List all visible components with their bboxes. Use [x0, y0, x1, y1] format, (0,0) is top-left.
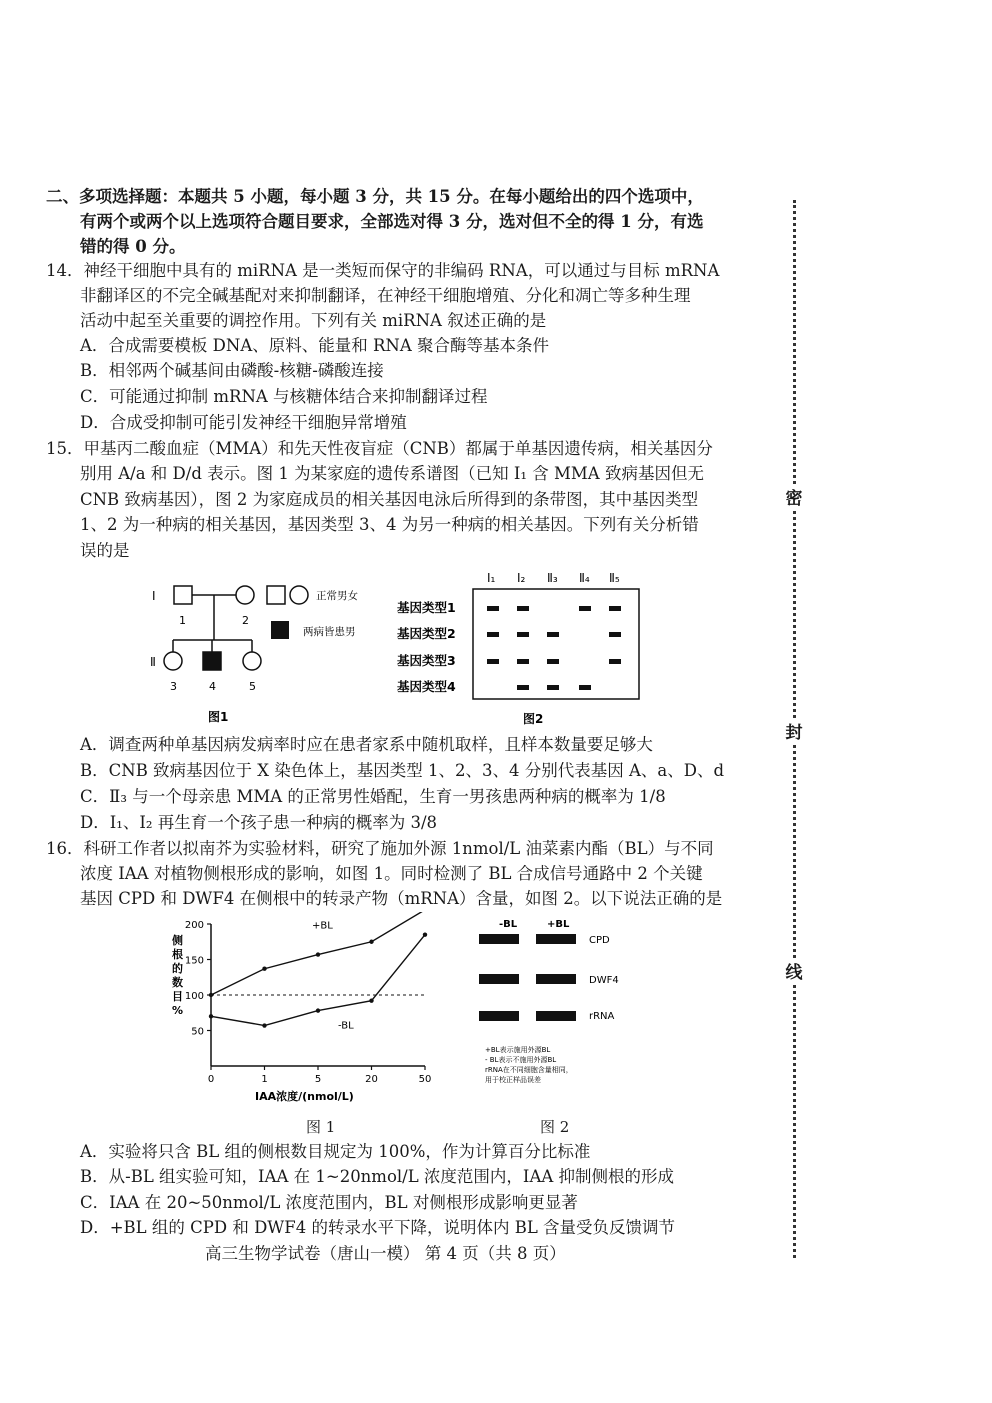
y-axis-label: 侧根的数目%: [172, 934, 184, 1017]
band-mark: [547, 632, 559, 637]
gel-row-dwf4: DWF4: [589, 975, 619, 986]
data-point: [209, 1014, 213, 1018]
pedigree-num-5: 5: [249, 680, 256, 693]
q15-stem-line3: CNB 致病基因），图 2 为家庭成员的相关基因电泳后所得到的条带图，其中基因类型: [80, 490, 699, 509]
band-mark: [547, 685, 559, 690]
gel-note-4: 用于校正样品误差: [485, 1076, 541, 1084]
series-label: -BL: [338, 1020, 354, 1032]
gel-band-figure: [470, 912, 670, 1092]
gel-row-rrna: rRNA: [589, 1011, 615, 1022]
legend-normal-label: 正常男女: [316, 590, 358, 602]
binding-char-mi: 密: [783, 484, 805, 509]
section-heading-line1: 二、多项选择题：本题共 5 小题，每小题 3 分，共 15 分。在每小题给出的四个选项中，: [46, 187, 704, 206]
fig15-1-caption: 图1: [208, 710, 229, 724]
binding-char-xian: 线: [783, 958, 805, 983]
gel-note-2: - BL表示不施用外源BL: [485, 1056, 557, 1064]
section-heading-line3: 错的得 0 分。: [80, 237, 186, 256]
q15-stem-line5: 误的是: [80, 541, 130, 560]
band-row-label: 基因类型1: [397, 600, 456, 615]
band-col-label: Ⅱ₅: [609, 571, 620, 585]
page-footer: 高三生物学试卷（唐山一模） 第 4 页（共 8 页）: [205, 1244, 566, 1263]
generation-i-label: Ⅰ: [152, 589, 156, 603]
x-axis-label: IAA浓度/(nmol/L): [255, 1090, 354, 1103]
binding-char-feng: 封: [783, 718, 805, 743]
pedigree-num-2: 2: [242, 614, 249, 627]
q16-stem-line3: 基因 CPD 和 DWF4 在侧根中的转录产物（mRNA）含量，如图 2。以下说法正确的是: [80, 889, 723, 908]
gel-band-cpd-minus: [479, 934, 519, 944]
band-col-label: Ⅰ₁: [487, 571, 496, 585]
band-mark: [609, 606, 621, 611]
gel-row-cpd: CPD: [589, 935, 610, 946]
electrophoresis-band-figure: [395, 565, 655, 730]
legend-normal-female: [290, 586, 308, 604]
q15-option-a: A．调查两种单基因病发病率时应在患者家系中随机取样，且样本数量要足够大: [80, 735, 653, 754]
q14-stem-line1: 14．神经干细胞中具有的 miRNA 是一类短而保守的非编码 RNA，可以通过与目标 mRNA: [46, 261, 720, 280]
band-mark: [517, 659, 529, 664]
data-point: [316, 952, 320, 956]
q16-stem-line2: 浓度 IAA 对植物侧根形成的影响，如图 1。同时检测了 BL 合成信号通路中 2 个关键: [80, 864, 703, 883]
q14-option-b: B．相邻两个碱基间由磷酸-核糖-磷酸连接: [80, 361, 384, 380]
x-tick-label: 5: [314, 1074, 322, 1085]
band-mark: [487, 632, 499, 637]
band-col-label: Ⅱ₃: [547, 571, 558, 585]
fig15-2-caption: 图2: [523, 712, 544, 726]
q15-option-c: C．Ⅱ₃ 与一个母亲患 MMA 的正常男性婚配，生育一男孩患两种病的概率为 1/8: [80, 787, 666, 806]
gel-col-minus-bl: -BL: [499, 919, 518, 930]
pedigree-ii3-female: [164, 652, 182, 670]
gel-band-dwf4-plus: [536, 974, 576, 984]
gel-band-rrna-minus: [479, 1011, 519, 1021]
pedigree-num-1: 1: [179, 614, 186, 627]
q15-stem-line1: 15．甲基丙二酸血症（MMA）和先天性夜盲症（CNB）都属于单基因遗传病，相关基因分: [46, 439, 713, 458]
band-mark: [609, 659, 621, 664]
y-tick-label: 100: [184, 991, 204, 1002]
band-frame: [473, 589, 639, 699]
legend-normal-male: [267, 586, 285, 604]
q15-option-d: D．Ⅰ₁、Ⅰ₂ 再生育一个孩子患一种病的概率为 3/8: [80, 813, 438, 832]
pedigree-i1-male: [174, 586, 192, 604]
q16-option-c: C．IAA 在 20~50nmol/L 浓度范围内，BL 对侧根形成影响更显著: [80, 1193, 578, 1212]
data-point: [209, 993, 213, 997]
band-mark: [579, 606, 591, 611]
data-point: [262, 967, 266, 971]
data-point: [369, 940, 373, 944]
band-mark: [487, 659, 499, 664]
q14-option-d: D．合成受抑制可能引发神经干细胞异常增殖: [80, 413, 407, 432]
iaa-line-chart: [160, 912, 450, 1110]
pedigree-ii5-female: [243, 652, 261, 670]
q15-option-b: B．CNB 致病基因位于 X 染色体上，基因类型 1、2、3、4 分别代表基因 A、a、D、d: [80, 761, 725, 780]
q15-stem-line2: 别用 A/a 和 D/d 表示。图 1 为某家庭的遗传系谱图（已知 Ⅰ₁ 含 MMA 致病基因但无: [80, 464, 704, 483]
generation-ii-label: Ⅱ: [150, 655, 156, 669]
x-tick-label: 0: [207, 1074, 215, 1085]
pedigree-i2-female: [236, 586, 254, 604]
q15-stem-line4: 1、2 为一种病的相关基因，基因类型 3、4 为另一种病的相关基因。下列有关分析错: [80, 515, 699, 534]
band-col-label: Ⅱ₄: [579, 571, 590, 585]
q16-option-a: A．实验将只含 BL 组的侧根数目规定为 100%，作为计算百分比标准: [80, 1142, 591, 1161]
q16-option-d: D．+BL 组的 CPD 和 DWF4 的转录水平下降，说明体内 BL 含量受负反馈调节: [80, 1218, 676, 1237]
gel-note-3: rRNA在不同细胞含量相同，: [485, 1066, 573, 1074]
x-tick-label: 1: [261, 1074, 268, 1085]
pedigree-num-4: 4: [209, 680, 216, 693]
band-mark: [547, 659, 559, 664]
band-mark: [517, 685, 529, 690]
section-heading-line2: 有两个或两个以上选项符合题目要求，全部选对得 3 分，选对但不全的得 1 分，有选: [80, 212, 704, 231]
data-point: [262, 1023, 266, 1027]
gel-note-1: +BL表示施用外源BL: [485, 1046, 551, 1054]
band-col-label: Ⅰ₂: [517, 571, 526, 585]
gel-band-dwf4-minus: [479, 974, 519, 984]
legend-affected-male: [271, 621, 289, 639]
q14-stem-line3: 活动中起至关重要的调控作用。下列有关 miRNA 叙述正确的是: [80, 311, 547, 330]
band-mark: [609, 632, 621, 637]
q16-option-b: B．从-BL 组实验可知，IAA 在 1~20nmol/L 浓度范围内，IAA 抑制侧根的形成: [80, 1167, 675, 1186]
q16-stem-line1: 16．科研工作者以拟南芥为实验材料，研究了施加外源 1nmol/L 油菜素内酯（BL）与不同: [46, 839, 714, 858]
band-row-label: 基因类型4: [397, 679, 456, 694]
band-mark: [487, 606, 499, 611]
q14-option-c: C．可能通过抑制 mRNA 与核糖体结合来抑制翻译过程: [80, 387, 488, 406]
fig16-2-caption: 图 2: [540, 1118, 570, 1136]
band-mark: [517, 632, 529, 637]
band-row-label: 基因类型3: [397, 653, 456, 668]
q14-option-a: A．合成需要模板 DNA、原料、能量和 RNA 聚合酶等基本条件: [80, 336, 550, 355]
gel-col-plus-bl: +BL: [547, 919, 570, 930]
q14-stem-line2: 非翻译区的不完全碱基配对来抑制翻译，在神经干细胞增殖、分化和凋亡等多种生理: [80, 286, 691, 305]
pedigree-ii4-affected-male: [203, 652, 221, 670]
band-mark: [517, 606, 529, 611]
y-tick-label: 200: [184, 920, 204, 931]
data-point: [369, 998, 373, 1002]
x-tick-label: 50: [418, 1074, 432, 1085]
series-label: +BL: [312, 920, 333, 932]
gel-band-rrna-plus: [536, 1011, 576, 1021]
data-point: [316, 1008, 320, 1012]
fig16-1-caption: 图 1: [306, 1118, 336, 1136]
data-point: [423, 932, 427, 936]
band-mark: [579, 685, 591, 690]
y-tick-label: 150: [184, 955, 204, 967]
pedigree-figure: [140, 578, 380, 728]
band-row-label: 基因类型2: [397, 626, 456, 641]
legend-affected-label: 两病皆患男: [303, 626, 356, 638]
y-tick-label: 50: [191, 1026, 204, 1038]
gel-band-cpd-plus: [536, 934, 576, 944]
x-tick-label: 20: [365, 1074, 378, 1085]
pedigree-num-3: 3: [170, 680, 177, 693]
